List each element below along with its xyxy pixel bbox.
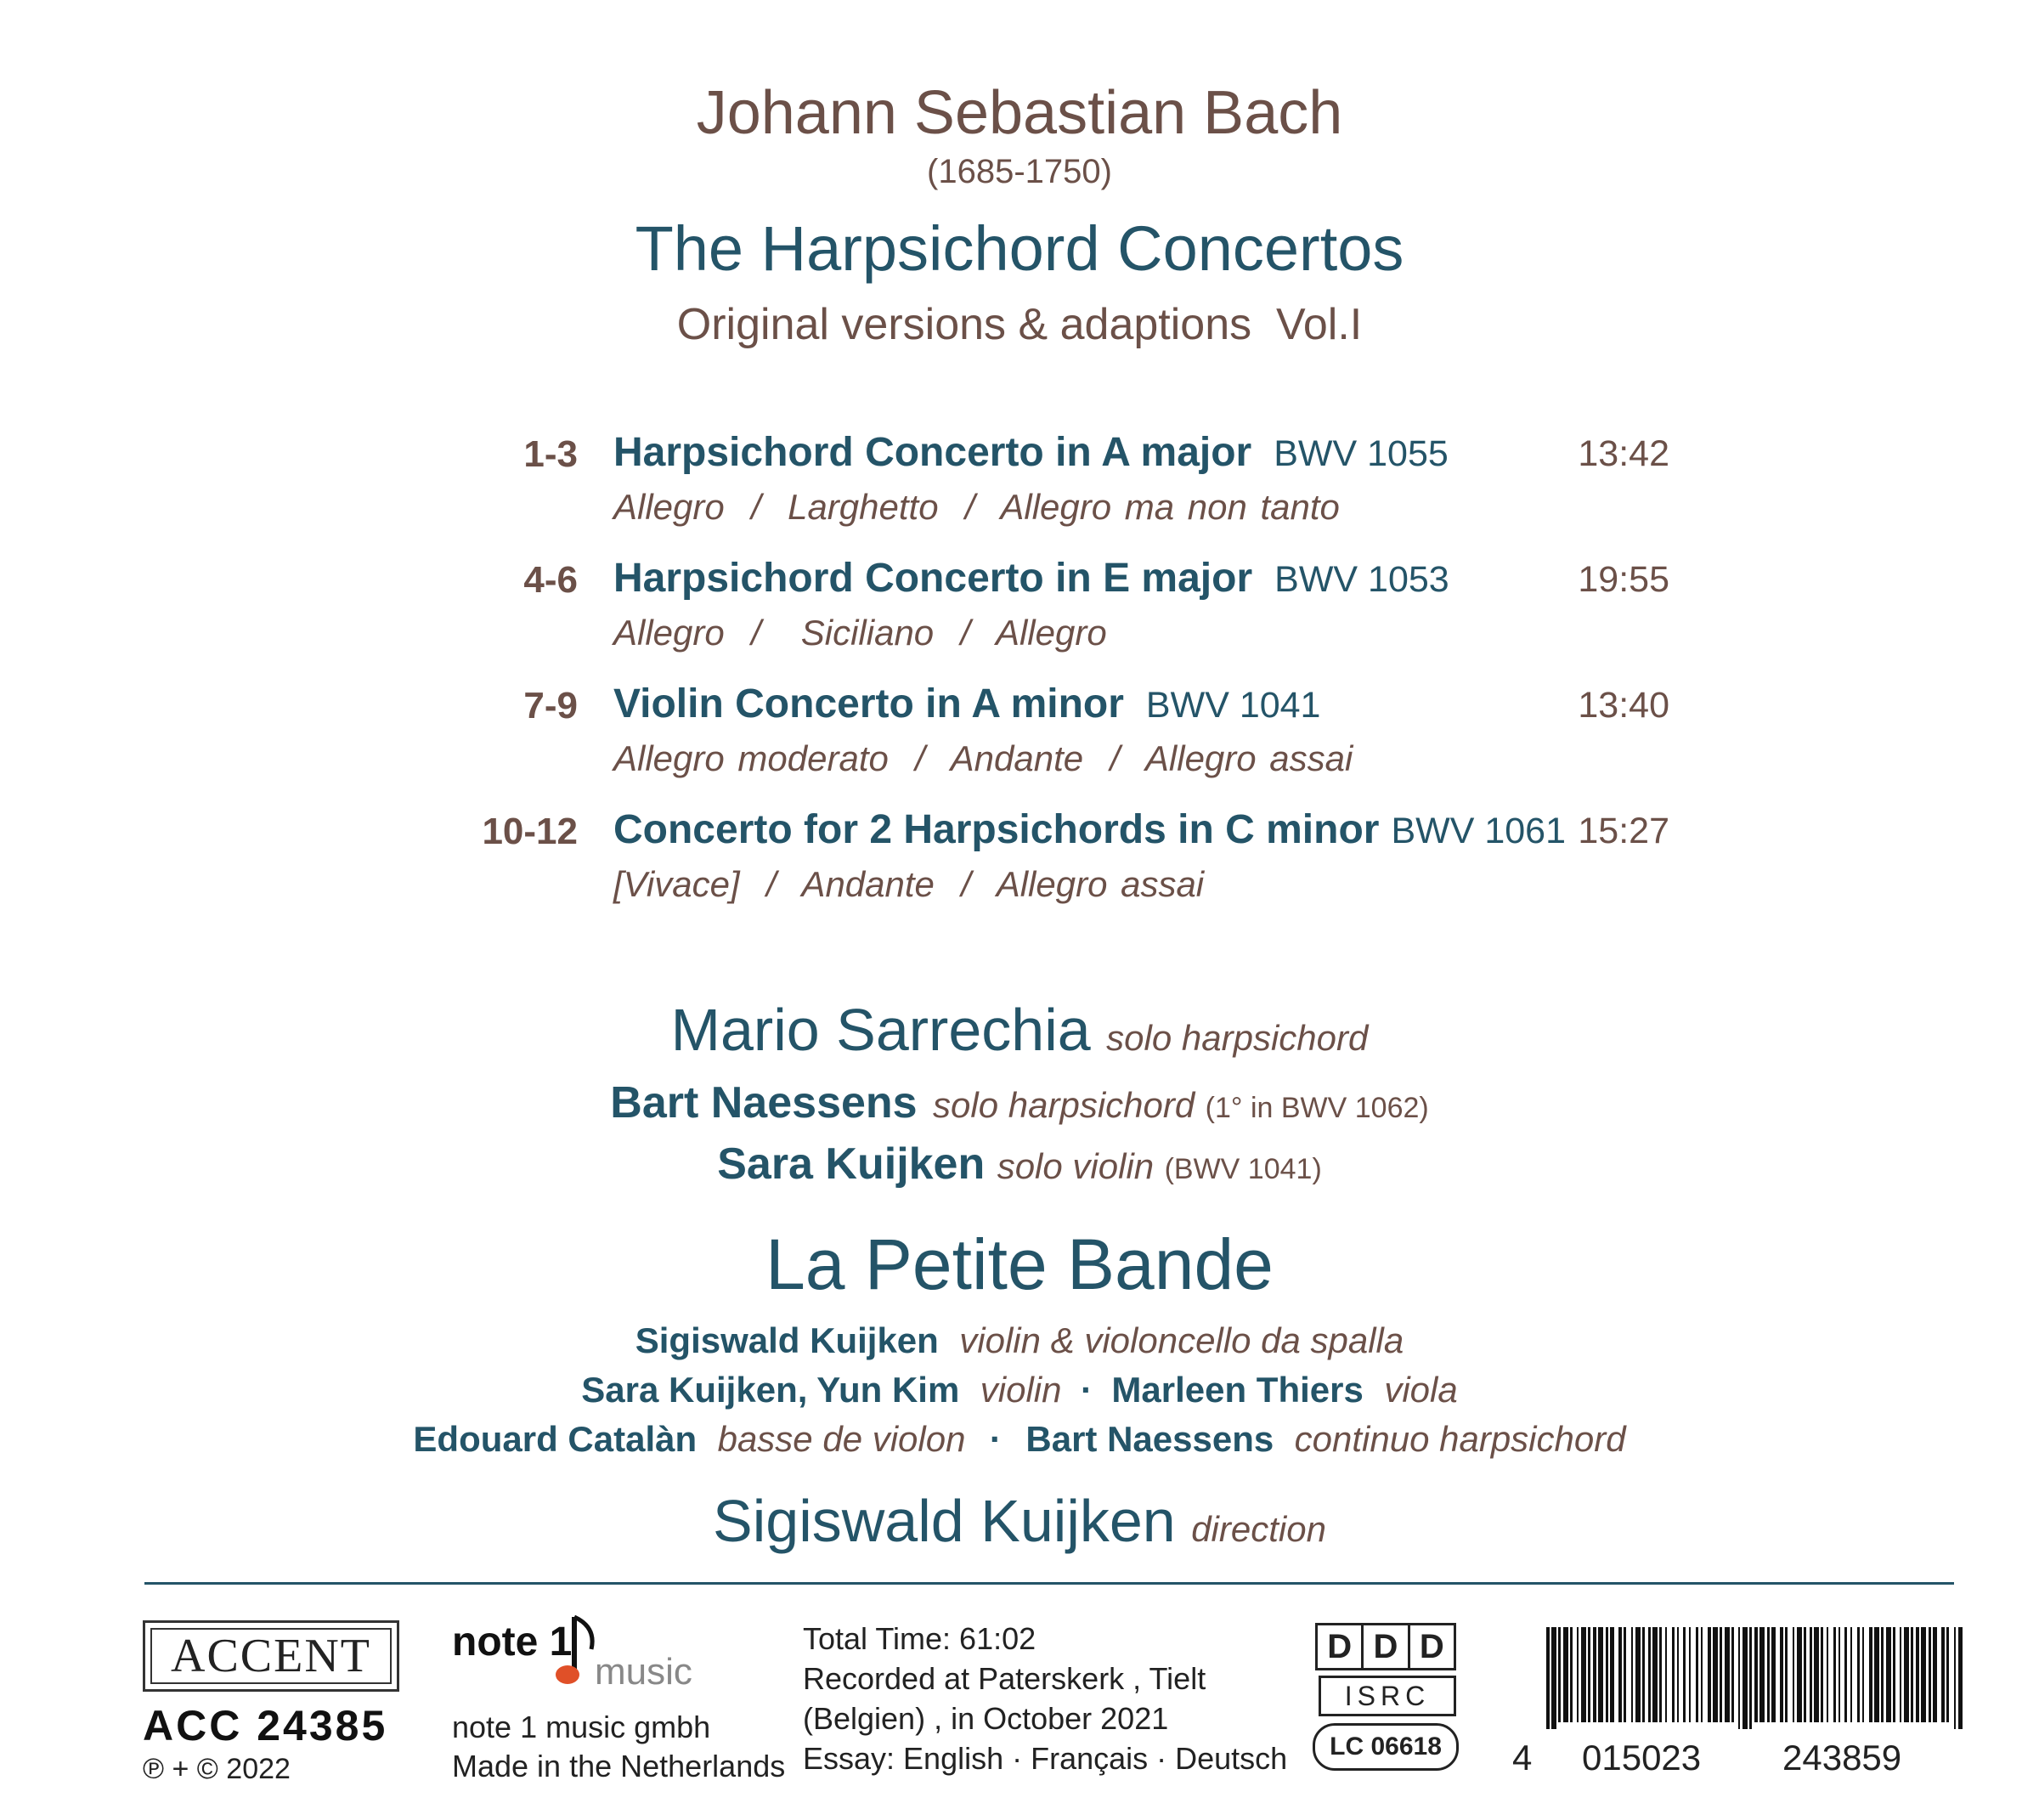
member-role: continuo harpsichord xyxy=(1294,1419,1626,1459)
soloist-note: (1° in BWV 1062) xyxy=(1205,1092,1429,1124)
soloist-name: Bart Naessens xyxy=(610,1078,918,1128)
separator-dot: · xyxy=(1080,1370,1093,1410)
movements: Allegro / Larghetto / Allegro ma non tanto xyxy=(613,487,1340,527)
ensemble-line xyxy=(0,1370,2039,1410)
member-name: Sigiswald Kuijken xyxy=(635,1320,939,1360)
bwv-number: BWV 1061 xyxy=(1391,811,1567,851)
barcode-bar xyxy=(1946,1627,1949,1722)
barcode-bar xyxy=(1546,1627,1550,1729)
track-numbers: 7-9 xyxy=(523,685,578,726)
barcode-bar xyxy=(1810,1627,1812,1722)
barcode-bar xyxy=(1804,1627,1806,1722)
barcode-bar xyxy=(1642,1627,1645,1722)
label-code-badge: LC 06618 xyxy=(1313,1723,1459,1771)
barcode-bar xyxy=(1598,1627,1603,1722)
accent-logo xyxy=(143,1620,399,1692)
recorded-location: Recorded at Paterskerk , Tielt xyxy=(803,1661,1206,1696)
soloist-line xyxy=(0,1077,2039,1128)
barcode-bar xyxy=(1933,1627,1937,1722)
made-in: Made in the Netherlands xyxy=(452,1749,786,1783)
essay-languages: Essay: English · Français · Deutsch xyxy=(803,1741,1288,1776)
barcode xyxy=(1546,1627,1963,1729)
work-title: Harpsichord Concerto in E major BWV 1053 xyxy=(613,556,1449,601)
barcode-bar xyxy=(1593,1627,1596,1722)
barcode-bar xyxy=(1771,1627,1776,1722)
barcode-bar xyxy=(1631,1627,1633,1722)
soloist-role: solo harpsichord xyxy=(933,1085,1195,1125)
barcode-digits-left: 015023 xyxy=(1582,1738,1702,1778)
bwv-number: BWV 1053 xyxy=(1274,559,1449,600)
ensemble-name: La Petite Bande xyxy=(765,1224,1274,1304)
barcode-bar xyxy=(1558,1627,1561,1722)
track-duration: 13:40 xyxy=(1578,685,1669,726)
barcode-bar xyxy=(1738,1627,1740,1729)
soloist-name: Mario Sarrechia xyxy=(670,997,1091,1063)
catalog-number: ACC 24385 xyxy=(143,1702,388,1749)
barcode-bar xyxy=(1659,1627,1662,1722)
movements: Allegro / Siciliano / Allegro xyxy=(613,613,1107,653)
soloist-role: solo harpsichord xyxy=(1106,1018,1369,1058)
barcode-bar xyxy=(1606,1627,1608,1722)
barcode-bar xyxy=(1827,1627,1828,1722)
barcode-bar xyxy=(1581,1627,1586,1722)
barcode-bar xyxy=(1874,1627,1879,1722)
director-line xyxy=(0,1487,2039,1555)
barcode-bar xyxy=(1754,1627,1758,1722)
barcode-bar xyxy=(1689,1627,1691,1722)
ddd-letter: D xyxy=(1419,1628,1444,1665)
barcode-bar xyxy=(1683,1627,1686,1722)
music-logo-text: music xyxy=(595,1651,692,1693)
barcode-bar xyxy=(1900,1627,1901,1722)
barcode-bar xyxy=(1588,1627,1590,1722)
accent-logo-text: ACCENT xyxy=(150,1628,392,1684)
composer-dates: (1685-1750) xyxy=(927,153,1112,190)
distributor-name: note 1 music gmbh xyxy=(452,1710,711,1744)
barcode-bar xyxy=(1833,1627,1836,1722)
barcode-bar xyxy=(1893,1627,1895,1722)
barcode-bar xyxy=(1652,1627,1658,1722)
soloist-role: solo violin xyxy=(997,1146,1155,1186)
barcode-bar xyxy=(1954,1627,1956,1729)
barcode-bar xyxy=(1577,1627,1579,1722)
distributor-info xyxy=(452,1708,785,1786)
barcode-bar xyxy=(1844,1627,1847,1722)
recording-info xyxy=(803,1619,1287,1778)
barcode-bar xyxy=(1780,1627,1783,1722)
ensemble-line xyxy=(0,1419,2039,1460)
barcode-digit-first: 4 xyxy=(1512,1738,1533,1778)
member-role: viola xyxy=(1384,1370,1458,1410)
movements: Allegro moderato / Andante / Allegro assai xyxy=(613,738,1353,778)
member-name: Sara Kuijken, Yun Kim xyxy=(581,1370,960,1410)
barcode-bar xyxy=(1610,1627,1614,1722)
barcode-bar xyxy=(1624,1627,1626,1722)
barcode-bar xyxy=(1742,1627,1748,1729)
track-duration: 13:42 xyxy=(1578,433,1669,474)
barcode-bar xyxy=(1720,1627,1722,1722)
work-title: Concerto for 2 Harpsichords in C minor BWV 1061 xyxy=(613,807,1567,852)
barcode-bar xyxy=(1958,1627,1963,1729)
barcode-bar xyxy=(1904,1627,1909,1722)
track-duration: 15:27 xyxy=(1578,811,1669,851)
ddd-badge xyxy=(1315,1623,1456,1670)
barcode-digits-right: 243859 xyxy=(1782,1738,1902,1778)
ddd-letter: D xyxy=(1364,1625,1409,1668)
barcode-bar xyxy=(1886,1627,1891,1722)
ddd-letter: D xyxy=(1318,1625,1364,1668)
barcode-bar xyxy=(1713,1627,1718,1722)
footer-divider xyxy=(144,1582,1954,1585)
barcode-bar xyxy=(1618,1627,1622,1722)
copyright: ℗ + © 2022 xyxy=(143,1753,291,1785)
barcode-bar xyxy=(1696,1627,1698,1722)
barcode-bar xyxy=(1648,1627,1651,1722)
barcode-bar xyxy=(1797,1627,1802,1722)
barcode-bar xyxy=(1838,1627,1840,1722)
recorded-date: (Belgien) , in October 2021 xyxy=(803,1701,1169,1736)
member-name: Bart Naessens xyxy=(1025,1419,1274,1459)
soloist-note: (BWV 1041) xyxy=(1164,1153,1322,1185)
barcode-bar xyxy=(1563,1627,1568,1722)
soloist-line xyxy=(0,1139,2039,1190)
album-title: The Harpsichord Concertos xyxy=(635,213,1404,284)
composer-name: Johann Sebastian Bach xyxy=(696,79,1343,147)
barcode-bar xyxy=(1570,1627,1573,1722)
member-name: Edouard Catalàn xyxy=(413,1419,698,1459)
barcode-bar xyxy=(1941,1627,1945,1722)
barcode-bar xyxy=(1749,1627,1752,1729)
bwv-number: BWV 1041 xyxy=(1145,685,1321,726)
barcode-bar xyxy=(1916,1627,1919,1722)
director-role: direction xyxy=(1191,1509,1326,1549)
barcode-bar xyxy=(1929,1627,1931,1722)
barcode-bar xyxy=(1821,1627,1823,1722)
separator-dot: · xyxy=(989,1419,1002,1459)
track-numbers: 10-12 xyxy=(482,811,578,852)
isrc-badge: ISRC xyxy=(1319,1676,1456,1716)
member-role: violin & violoncello da spalla xyxy=(959,1320,1404,1360)
work-title: Violin Concerto in A minor BWV 1041 xyxy=(613,681,1321,726)
track-duration: 19:55 xyxy=(1578,559,1669,600)
total-time: Total Time: 61:02 xyxy=(803,1621,1036,1656)
member-role: basse de violon xyxy=(717,1419,966,1459)
barcode-bar xyxy=(1814,1627,1819,1722)
director-name: Sigiswald Kuijken xyxy=(713,1488,1176,1554)
barcode-bar xyxy=(1857,1627,1860,1722)
barcode-bar xyxy=(1850,1627,1852,1722)
member-role: violin xyxy=(980,1370,1062,1410)
barcode-bar xyxy=(1672,1627,1675,1722)
note1-logo-text: note 1 xyxy=(452,1619,573,1665)
barcode-bar xyxy=(1701,1627,1703,1722)
soloist-line xyxy=(0,996,2039,1064)
work-title: Harpsichord Concerto in A major BWV 1055 xyxy=(613,430,1449,475)
barcode-bar xyxy=(1635,1627,1641,1722)
track-numbers: 4-6 xyxy=(523,559,578,601)
barcode-bar xyxy=(1677,1627,1679,1722)
barcode-bar xyxy=(1869,1627,1872,1722)
soloist-name: Sara Kuijken xyxy=(717,1139,986,1189)
barcode-bar xyxy=(1665,1627,1667,1722)
barcode-bar xyxy=(1793,1627,1794,1722)
barcode-bar xyxy=(1767,1627,1770,1722)
track-numbers: 1-3 xyxy=(523,433,578,475)
barcode-bar xyxy=(1551,1627,1556,1729)
barcode-bar xyxy=(1785,1627,1788,1722)
barcode-bar xyxy=(1731,1627,1734,1722)
barcode-bar xyxy=(1708,1627,1711,1722)
movements: [Vivace] / Andante / Allegro assai xyxy=(613,864,1205,904)
member-name: Marleen Thiers xyxy=(1111,1370,1364,1410)
album-subtitle: Original versions & adaptions Vol.I xyxy=(676,300,1363,349)
ensemble-line xyxy=(0,1320,2039,1361)
bwv-number: BWV 1055 xyxy=(1274,433,1449,474)
barcode-bar xyxy=(1921,1627,1926,1722)
barcode-bar xyxy=(1862,1627,1864,1722)
barcode-bar xyxy=(1911,1627,1913,1722)
barcode-bar xyxy=(1725,1627,1730,1722)
barcode-bar xyxy=(1759,1627,1765,1722)
barcode-bar xyxy=(1881,1627,1884,1722)
